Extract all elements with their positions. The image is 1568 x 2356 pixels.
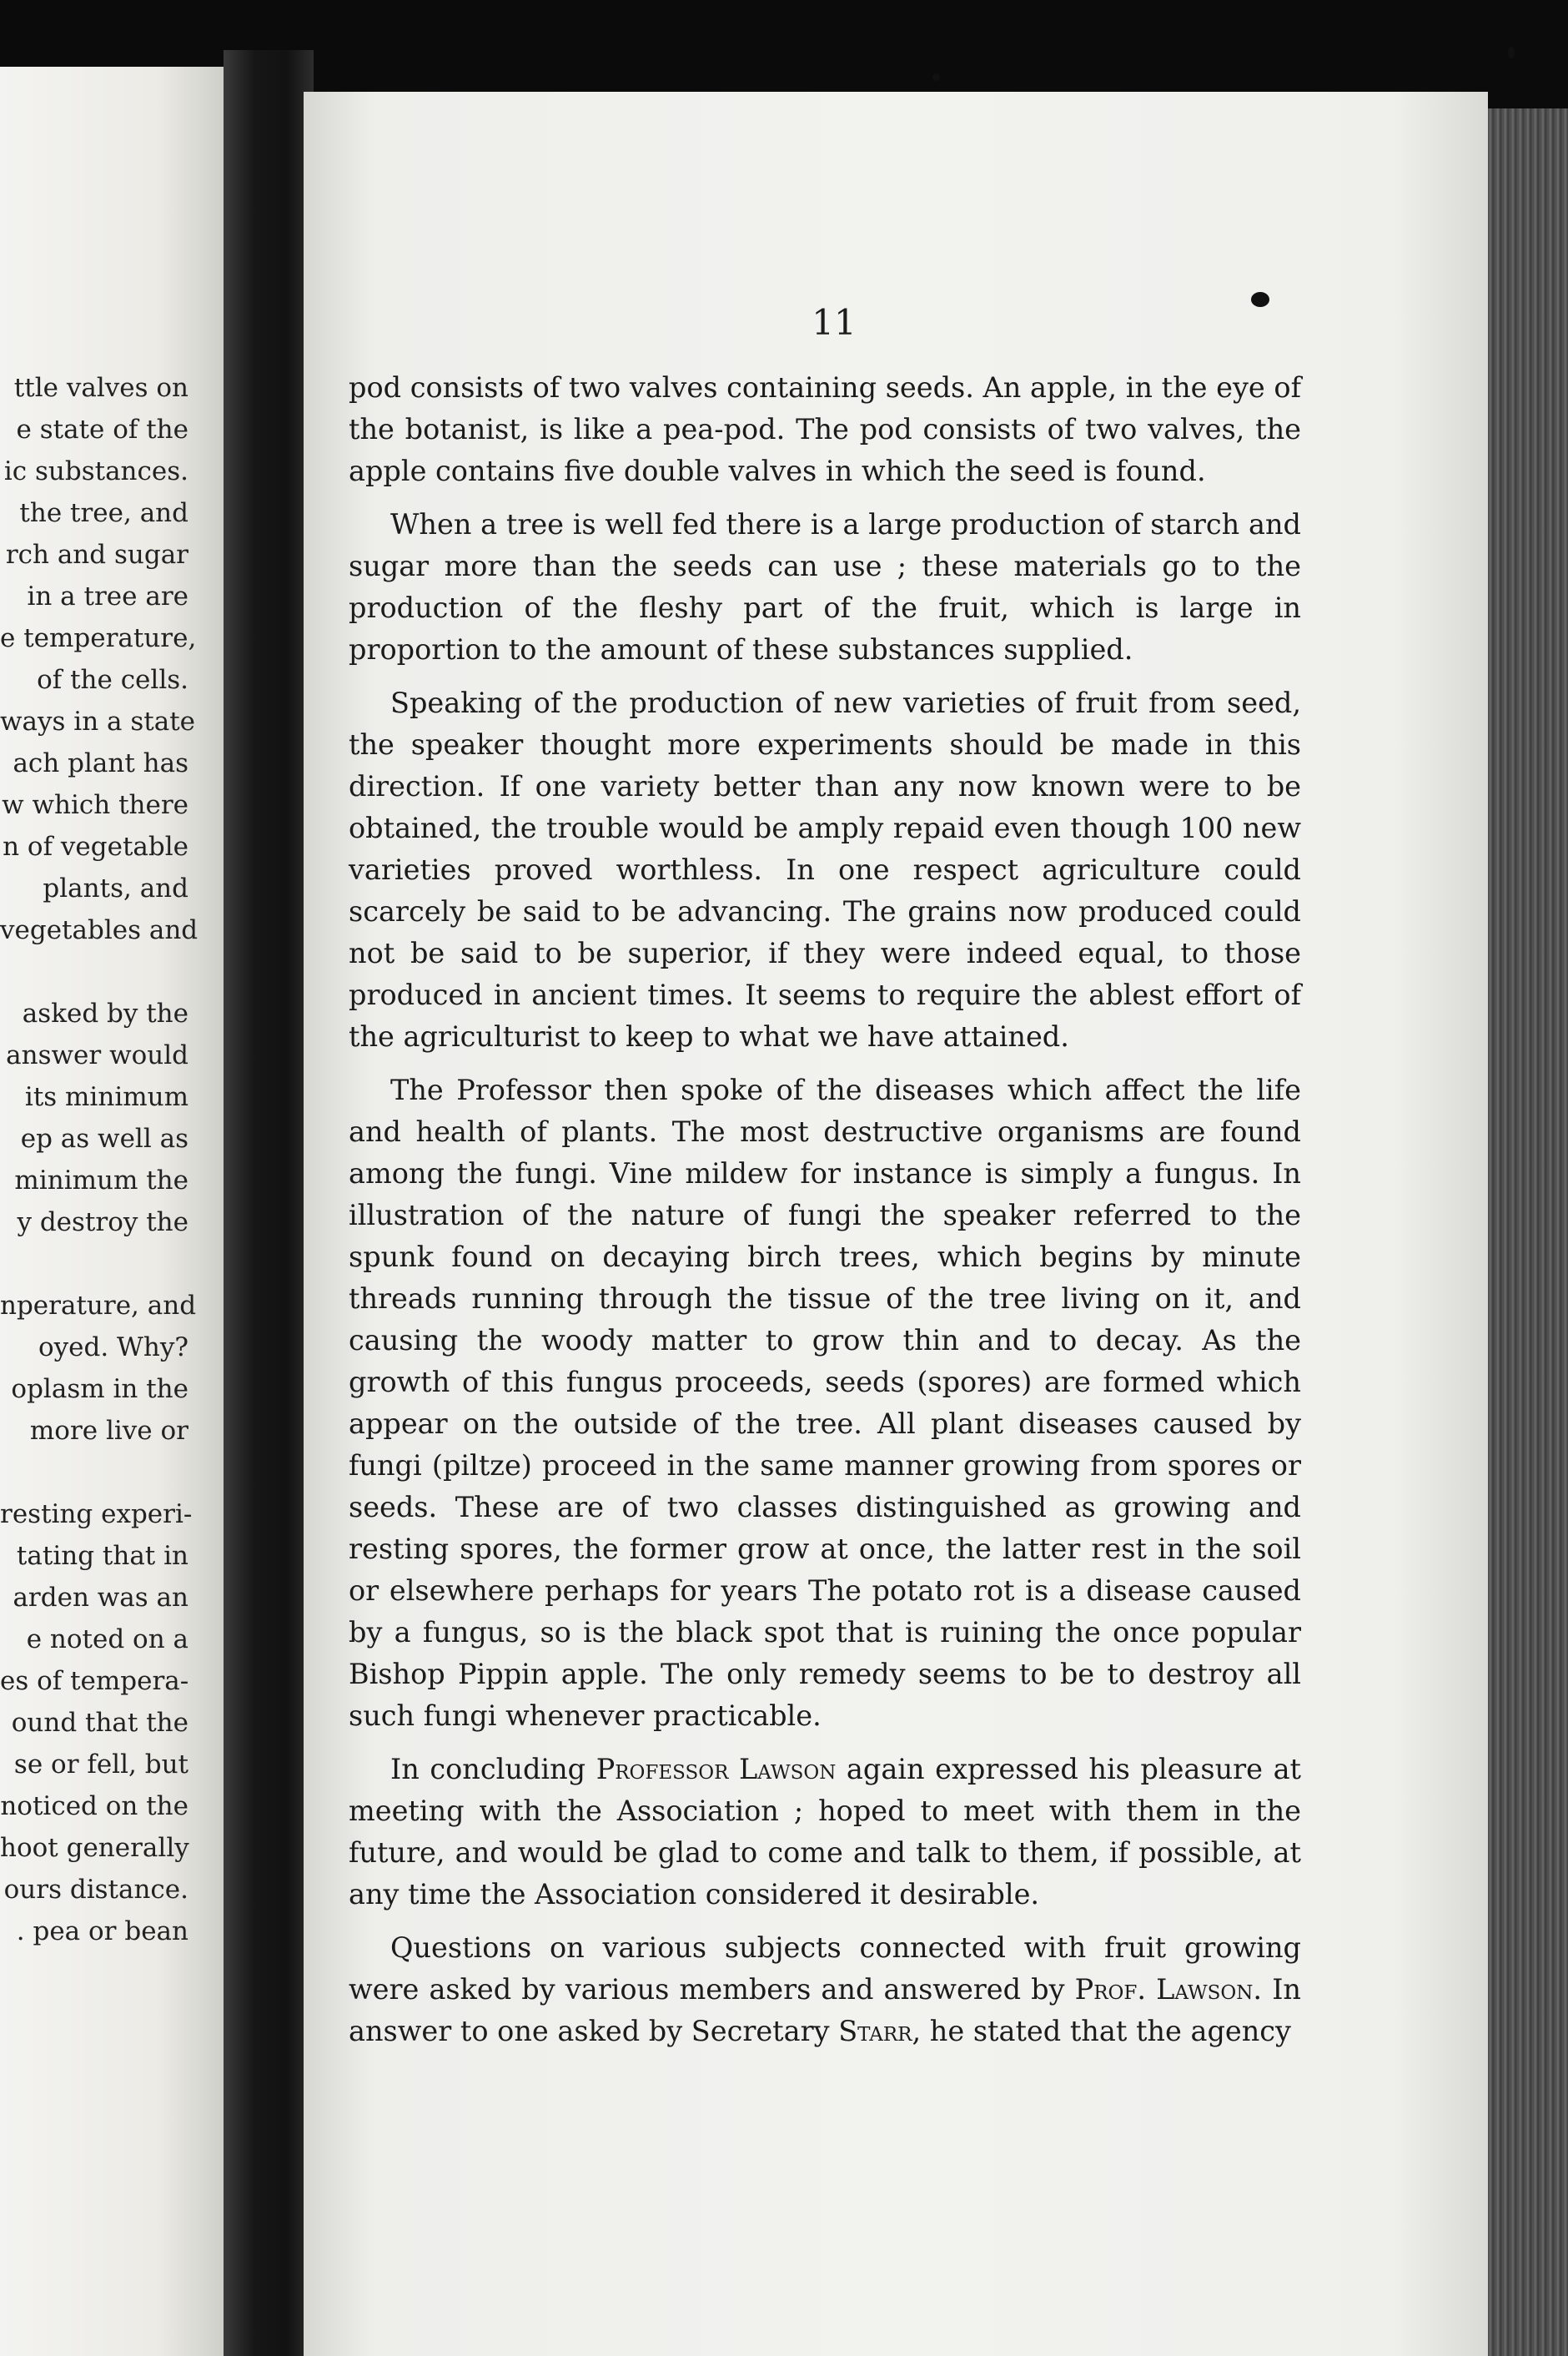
paragraph-1: pod consists of two valves containing seeds. An apple, in the eye of the botanist, is like a pea-pod. The pod consists of two valves, the apple contains five double valves in which the seed is found. [349, 371, 1301, 487]
ink-speck [1251, 292, 1269, 307]
left-page-line: tating that in [16, 1541, 188, 1571]
left-page-line: e state of the [16, 415, 188, 445]
left-page-line: ach plant has [13, 748, 188, 778]
left-page-line [0, 1452, 188, 1493]
left-page-line: . pea or bean [16, 1916, 188, 1946]
left-page-line: oplasm in the [11, 1374, 188, 1404]
left-page-line: noticed on the [0, 1791, 188, 1821]
ink-speck [932, 73, 940, 81]
left-page-line: answer would [6, 1040, 188, 1070]
left-page-line: ep as well as [20, 1124, 188, 1154]
left-page-line: ound that the [11, 1708, 188, 1738]
speaker-name: Prof. Lawson [1074, 1973, 1254, 2006]
paragraph-6-text-rest: , he stated that the agency [912, 2015, 1291, 2047]
paragraph-5-text: In concluding [390, 1753, 596, 1785]
book-gutter [224, 50, 314, 2356]
paragraph-5 [349, 1749, 1301, 1916]
left-page-line: arden was an [13, 1583, 188, 1613]
left-page-line: w which there [2, 790, 188, 820]
left-page-line [0, 1243, 188, 1285]
paragraph-4: The Professor then spoke of the diseases which affect the life and health of plants. The most destructive organisms are found among the fungi. Vine mildew for instance is simply a fungus. In illustration of the nature of fungi the speaker referred to the spunk found on decaying birch trees, which begins by minute threads running through the tissue of the tree living on it, and causing the woody matter to grow thin and to decay. As the growth of this fungus proceeds, seeds (spores) are formed which appear on the outside of the tree. All plant diseases caused by fungi (piltze) proceed in the same manner growing from spores or seeds. These are of two classes distinguished as growing and resting spores, the former grow at once, the latter rest in the soil or elsewhere perhaps for years The potato rot is a disease caused by a fungus, so is the black spot that is ruining the once popular Bishop Pippin apple. The only remedy seems to be to destroy all such fungi whenever practicable. [349, 1074, 1301, 1732]
ink-speck [1508, 47, 1515, 58]
left-page-line: vegetables and [0, 915, 199, 945]
paragraph-6-text: Questions on various subjects connected with fruit growing were asked by various members and answered by [349, 1931, 1301, 2006]
left-page-line: ways in a state [0, 707, 196, 737]
paragraph-6 [349, 1927, 1301, 2052]
page-edge [1488, 108, 1568, 2356]
left-page-line [0, 951, 188, 993]
paragraph-3: Speaking of the production of new varieties of fruit from seed, the speaker thought more experiments should be made in this direction. If one variety better than any now known were to be obtained, the trouble would be amply repaid even though 100 new varieties proved worthless. In one respect agriculture could scarcely be said to be advancing. The grains now produced could not be said to be superior, if they were indeed equal, to those produced in ancient times. It seems to require the ablest effort of the agriculturist to keep to what we have attained. [349, 687, 1301, 1053]
left-page-line: in a tree are [27, 581, 188, 612]
left-page-line: its minimum [24, 1082, 188, 1112]
left-page-line: ttle valves on [13, 373, 188, 403]
left-page-line: the tree, and [19, 498, 188, 528]
left-page-line: asked by the [22, 999, 188, 1029]
left-page-line: es of tempera- [0, 1666, 189, 1696]
paragraph-6-text-middle: . In answer to one asked by Secretary [349, 1973, 1301, 2047]
left-page-line: n of vegetable [3, 832, 188, 862]
left-page-line: e temperature, [0, 623, 197, 653]
left-page-line: of the cells. [37, 665, 188, 695]
left-page-line: more live or [29, 1416, 188, 1446]
left-facing-page [0, 67, 224, 2356]
secretary-name: Starr [838, 2015, 912, 2047]
paragraph-2: When a tree is well fed there is a large production of starch and sugar more than the seeds can use ; these materials go to the production of the fleshy part of the fruit, which is large in proportion to the amount of these substances supplied. [349, 508, 1301, 666]
left-page-line: rch and sugar [5, 540, 188, 570]
left-page-line: ours distance. [3, 1875, 188, 1905]
left-page-line: ic substances. [3, 456, 188, 486]
left-page-line: e noted on a [26, 1624, 188, 1654]
left-page-line: se or fell, but [13, 1749, 188, 1780]
speaker-name: Professor Lawson [596, 1753, 837, 1785]
paragraph-5-text-rest: again expressed his pleasure at meeting with the Association ; hoped to meet with them in the future, and would be glad to come and talk to them, if possible, at any time the Association considered it desirable. [349, 1753, 1302, 1910]
left-page-line: plants, and [43, 873, 188, 904]
left-page-line: nperature, and [0, 1291, 197, 1321]
left-page-line: oyed. Why? [38, 1332, 188, 1362]
left-page-line: resting experi- [0, 1499, 193, 1529]
left-page-line: hoot generally [0, 1833, 189, 1863]
body-text [349, 367, 1301, 2052]
page-number: 11 [812, 302, 857, 343]
left-page-line: y destroy the [17, 1207, 188, 1237]
left-page-line: minimum the [14, 1165, 188, 1196]
